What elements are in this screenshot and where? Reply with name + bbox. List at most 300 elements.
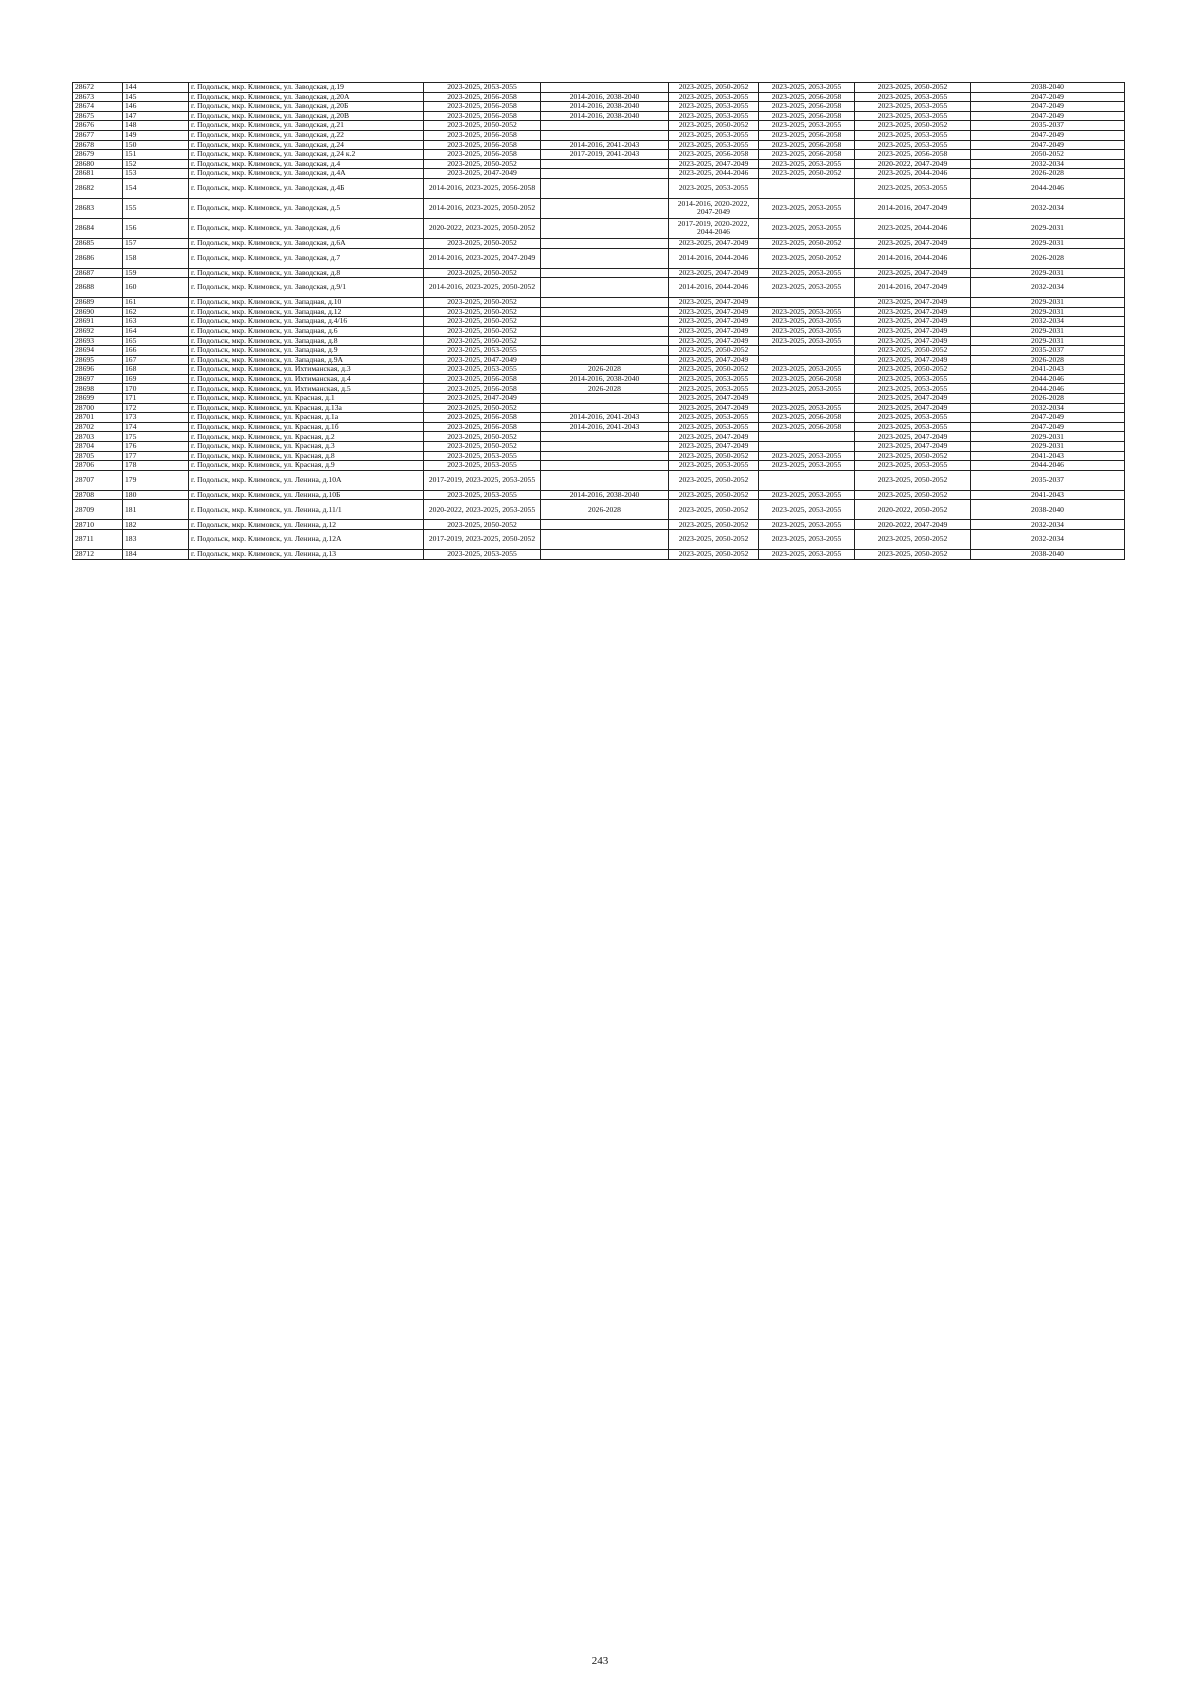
cell-address: г. Подольск, мкр. Климовск, ул. Заводская, д.4 (189, 159, 424, 169)
cell-period-3: 2023-2025, 2047-2049 (669, 238, 759, 248)
cell-period-6: 2047-2049 (971, 92, 1125, 102)
cell-address: г. Подольск, мкр. Климовск, ул. Заводская, д.20А (189, 92, 424, 102)
cell-period-1: 2023-2025, 2050-2052 (424, 238, 541, 248)
cell-address: г. Подольск, мкр. Климовск, ул. Западная, д.10 (189, 298, 424, 308)
cell-period-5: 2023-2025, 2050-2052 (855, 490, 971, 500)
cell-period-2 (541, 169, 669, 179)
cell-period-5: 2023-2025, 2053-2055 (855, 92, 971, 102)
schedule-table (72, 82, 1125, 560)
table-row (73, 268, 1125, 278)
table-row (73, 150, 1125, 160)
cell-number: 172 (123, 403, 189, 413)
cell-address: г. Подольск, мкр. Климовск, ул. Западная, д.6 (189, 326, 424, 336)
cell-period-5: 2023-2025, 2050-2052 (855, 365, 971, 375)
cell-id: 28710 (73, 520, 123, 530)
cell-period-3: 2023-2025, 2050-2052 (669, 346, 759, 356)
table-row (73, 365, 1125, 375)
cell-id: 28711 (73, 530, 123, 550)
cell-id: 28699 (73, 394, 123, 404)
cell-address: г. Подольск, мкр. Климовск, ул. Заводская, д.4Б (189, 178, 424, 198)
cell-address: г. Подольск, мкр. Климовск, ул. Заводская, д.20В (189, 111, 424, 121)
cell-period-6: 2041-2043 (971, 365, 1125, 375)
cell-id: 28677 (73, 130, 123, 140)
cell-period-6: 2029-2031 (971, 442, 1125, 452)
cell-address: г. Подольск, мкр. Климовск, ул. Ленина, д.11/1 (189, 500, 424, 520)
cell-period-3: 2023-2025, 2050-2052 (669, 83, 759, 93)
cell-period-1: 2023-2025, 2050-2052 (424, 298, 541, 308)
cell-period-5: 2023-2025, 2047-2049 (855, 268, 971, 278)
cell-period-6: 2035-2037 (971, 121, 1125, 131)
cell-id: 28676 (73, 121, 123, 131)
cell-period-4 (759, 470, 855, 490)
cell-period-6: 2047-2049 (971, 130, 1125, 140)
cell-period-1: 2023-2025, 2056-2058 (424, 384, 541, 394)
table-row (73, 298, 1125, 308)
table-row (73, 159, 1125, 169)
cell-period-2 (541, 550, 669, 560)
cell-period-1: 2017-2019, 2023-2025, 2053-2055 (424, 470, 541, 490)
cell-period-1: 2023-2025, 2056-2058 (424, 140, 541, 150)
cell-number: 144 (123, 83, 189, 93)
cell-number: 167 (123, 355, 189, 365)
cell-id: 28675 (73, 111, 123, 121)
cell-number: 148 (123, 121, 189, 131)
table-row (73, 461, 1125, 471)
cell-address: г. Подольск, мкр. Климовск, ул. Красная, д.9 (189, 461, 424, 471)
table-row (73, 336, 1125, 346)
cell-address: г. Подольск, мкр. Климовск, ул. Красная, д.1 (189, 394, 424, 404)
cell-period-2 (541, 394, 669, 404)
cell-number: 184 (123, 550, 189, 560)
cell-period-6: 2032-2034 (971, 159, 1125, 169)
cell-period-2 (541, 432, 669, 442)
cell-address: г. Подольск, мкр. Климовск, ул. Западная, д.8 (189, 336, 424, 346)
cell-period-4: 2023-2025, 2056-2058 (759, 413, 855, 423)
cell-period-3: 2017-2019, 2020-2022, 2044-2046 (669, 218, 759, 238)
cell-number: 165 (123, 336, 189, 346)
cell-period-1: 2023-2025, 2056-2058 (424, 102, 541, 112)
cell-id: 28705 (73, 451, 123, 461)
cell-id: 28678 (73, 140, 123, 150)
cell-id: 28700 (73, 403, 123, 413)
cell-period-6: 2029-2031 (971, 336, 1125, 346)
cell-period-4: 2023-2025, 2053-2055 (759, 121, 855, 131)
cell-period-5: 2023-2025, 2053-2055 (855, 384, 971, 394)
cell-number: 150 (123, 140, 189, 150)
cell-period-4 (759, 298, 855, 308)
cell-period-3: 2023-2025, 2053-2055 (669, 374, 759, 384)
cell-id: 28683 (73, 198, 123, 218)
cell-period-2 (541, 268, 669, 278)
cell-number: 179 (123, 470, 189, 490)
cell-period-2 (541, 238, 669, 248)
cell-period-1: 2023-2025, 2050-2052 (424, 326, 541, 336)
cell-period-3: 2023-2025, 2050-2052 (669, 365, 759, 375)
cell-number: 166 (123, 346, 189, 356)
cell-number: 183 (123, 530, 189, 550)
cell-period-3: 2023-2025, 2050-2052 (669, 520, 759, 530)
cell-number: 158 (123, 248, 189, 268)
cell-period-6: 2044-2046 (971, 384, 1125, 394)
table-row (73, 248, 1125, 268)
cell-period-6: 2044-2046 (971, 178, 1125, 198)
cell-period-4: 2023-2025, 2053-2055 (759, 198, 855, 218)
cell-id: 28674 (73, 102, 123, 112)
cell-number: 176 (123, 442, 189, 452)
cell-period-1: 2023-2025, 2056-2058 (424, 422, 541, 432)
cell-period-5: 2023-2025, 2044-2046 (855, 169, 971, 179)
cell-id: 28706 (73, 461, 123, 471)
cell-period-2 (541, 307, 669, 317)
cell-period-5: 2023-2025, 2056-2058 (855, 150, 971, 160)
cell-period-6: 2029-2031 (971, 218, 1125, 238)
cell-period-1: 2023-2025, 2056-2058 (424, 130, 541, 140)
cell-period-2 (541, 442, 669, 452)
cell-period-2 (541, 346, 669, 356)
table-row (73, 278, 1125, 298)
cell-period-1: 2020-2022, 2023-2025, 2053-2055 (424, 500, 541, 520)
cell-address: г. Подольск, мкр. Климовск, ул. Западная, д.9А (189, 355, 424, 365)
cell-number: 178 (123, 461, 189, 471)
cell-period-2 (541, 336, 669, 346)
cell-period-3: 2023-2025, 2053-2055 (669, 178, 759, 198)
cell-period-5: 2023-2025, 2053-2055 (855, 374, 971, 384)
cell-period-2: 2014-2016, 2038-2040 (541, 102, 669, 112)
cell-id: 28707 (73, 470, 123, 490)
cell-number: 180 (123, 490, 189, 500)
cell-id: 28709 (73, 500, 123, 520)
table-row (73, 346, 1125, 356)
cell-number: 145 (123, 92, 189, 102)
cell-period-6: 2029-2031 (971, 307, 1125, 317)
cell-period-6: 2026-2028 (971, 248, 1125, 268)
cell-period-3: 2023-2025, 2053-2055 (669, 102, 759, 112)
cell-period-5: 2023-2025, 2053-2055 (855, 422, 971, 432)
cell-period-5: 2023-2025, 2047-2049 (855, 317, 971, 327)
cell-address: г. Подольск, мкр. Климовск, ул. Красная, д.2 (189, 432, 424, 442)
cell-number: 169 (123, 374, 189, 384)
cell-period-2 (541, 470, 669, 490)
cell-period-5: 2023-2025, 2047-2049 (855, 442, 971, 452)
cell-id: 28679 (73, 150, 123, 160)
cell-address: г. Подольск, мкр. Климовск, ул. Западная, д.9 (189, 346, 424, 356)
cell-number: 170 (123, 384, 189, 394)
cell-id: 28690 (73, 307, 123, 317)
cell-period-1: 2023-2025, 2053-2055 (424, 461, 541, 471)
cell-period-1: 2020-2022, 2023-2025, 2050-2052 (424, 218, 541, 238)
cell-period-1: 2023-2025, 2053-2055 (424, 346, 541, 356)
cell-period-4: 2023-2025, 2050-2052 (759, 248, 855, 268)
cell-period-2: 2014-2016, 2038-2040 (541, 374, 669, 384)
cell-period-1: 2023-2025, 2053-2055 (424, 365, 541, 375)
cell-number: 173 (123, 413, 189, 423)
cell-id: 28708 (73, 490, 123, 500)
cell-period-4 (759, 394, 855, 404)
table-row (73, 432, 1125, 442)
cell-period-2 (541, 298, 669, 308)
cell-period-2 (541, 451, 669, 461)
cell-period-3: 2023-2025, 2047-2049 (669, 336, 759, 346)
cell-period-1: 2023-2025, 2053-2055 (424, 550, 541, 560)
cell-period-6: 2029-2031 (971, 298, 1125, 308)
cell-period-1: 2023-2025, 2047-2049 (424, 355, 541, 365)
cell-period-4: 2023-2025, 2053-2055 (759, 83, 855, 93)
cell-period-5: 2020-2022, 2047-2049 (855, 159, 971, 169)
cell-address: г. Подольск, мкр. Климовск, ул. Ленина, д.10Б (189, 490, 424, 500)
cell-period-5: 2023-2025, 2050-2052 (855, 346, 971, 356)
cell-period-6: 2038-2040 (971, 500, 1125, 520)
cell-period-5: 2023-2025, 2053-2055 (855, 102, 971, 112)
table-row (73, 83, 1125, 93)
cell-period-3: 2023-2025, 2053-2055 (669, 130, 759, 140)
table-row (73, 451, 1125, 461)
cell-number: 182 (123, 520, 189, 530)
table-row (73, 500, 1125, 520)
cell-id: 28703 (73, 432, 123, 442)
cell-number: 147 (123, 111, 189, 121)
page-number: 243 (591, 1655, 609, 1667)
cell-period-3: 2023-2025, 2047-2049 (669, 317, 759, 327)
cell-period-3: 2023-2025, 2050-2052 (669, 470, 759, 490)
cell-number: 161 (123, 298, 189, 308)
cell-period-2 (541, 178, 669, 198)
cell-id: 28673 (73, 92, 123, 102)
cell-period-2: 2026-2028 (541, 500, 669, 520)
cell-period-1: 2023-2025, 2050-2052 (424, 336, 541, 346)
cell-period-1: 2023-2025, 2056-2058 (424, 150, 541, 160)
cell-period-3: 2023-2025, 2053-2055 (669, 422, 759, 432)
cell-id: 28686 (73, 248, 123, 268)
cell-period-6: 2026-2028 (971, 355, 1125, 365)
cell-period-5: 2023-2025, 2053-2055 (855, 111, 971, 121)
cell-period-2 (541, 278, 669, 298)
cell-period-4 (759, 355, 855, 365)
cell-period-4: 2023-2025, 2053-2055 (759, 159, 855, 169)
cell-period-1: 2014-2016, 2023-2025, 2047-2049 (424, 248, 541, 268)
cell-period-5: 2014-2016, 2047-2049 (855, 278, 971, 298)
cell-id: 28687 (73, 268, 123, 278)
cell-period-6: 2044-2046 (971, 461, 1125, 471)
cell-period-5: 2023-2025, 2047-2049 (855, 432, 971, 442)
cell-number: 159 (123, 268, 189, 278)
cell-period-5: 2023-2025, 2047-2049 (855, 403, 971, 413)
cell-period-6: 2029-2031 (971, 268, 1125, 278)
cell-period-1: 2023-2025, 2050-2052 (424, 317, 541, 327)
cell-period-4: 2023-2025, 2053-2055 (759, 365, 855, 375)
table-row (73, 374, 1125, 384)
cell-period-2 (541, 159, 669, 169)
cell-period-5: 2023-2025, 2047-2049 (855, 298, 971, 308)
cell-period-1: 2023-2025, 2050-2052 (424, 432, 541, 442)
cell-period-5: 2023-2025, 2050-2052 (855, 121, 971, 131)
cell-period-2: 2014-2016, 2038-2040 (541, 92, 669, 102)
cell-period-3: 2023-2025, 2053-2055 (669, 461, 759, 471)
cell-period-4: 2023-2025, 2053-2055 (759, 530, 855, 550)
table-row (73, 198, 1125, 218)
cell-period-1: 2023-2025, 2050-2052 (424, 121, 541, 131)
cell-period-2 (541, 326, 669, 336)
cell-address: г. Подольск, мкр. Климовск, ул. Заводская, д.4А (189, 169, 424, 179)
cell-period-4: 2023-2025, 2056-2058 (759, 111, 855, 121)
cell-period-4: 2023-2025, 2050-2052 (759, 169, 855, 179)
cell-period-4: 2023-2025, 2053-2055 (759, 461, 855, 471)
cell-period-2 (541, 317, 669, 327)
cell-period-6: 2050-2052 (971, 150, 1125, 160)
cell-id: 28689 (73, 298, 123, 308)
cell-period-3: 2023-2025, 2050-2052 (669, 550, 759, 560)
cell-period-1: 2023-2025, 2050-2052 (424, 159, 541, 169)
cell-id: 28698 (73, 384, 123, 394)
table-row (73, 218, 1125, 238)
cell-period-4: 2023-2025, 2053-2055 (759, 550, 855, 560)
cell-id: 28704 (73, 442, 123, 452)
table-body (73, 83, 1125, 560)
cell-period-5: 2023-2025, 2053-2055 (855, 140, 971, 150)
cell-period-4: 2023-2025, 2050-2052 (759, 238, 855, 248)
cell-id: 28696 (73, 365, 123, 375)
document-page (72, 82, 1124, 560)
cell-period-3: 2023-2025, 2053-2055 (669, 384, 759, 394)
cell-address: г. Подольск, мкр. Климовск, ул. Ленина, д.13 (189, 550, 424, 560)
cell-period-1: 2023-2025, 2053-2055 (424, 451, 541, 461)
cell-period-6: 2047-2049 (971, 413, 1125, 423)
cell-period-1: 2014-2016, 2023-2025, 2050-2052 (424, 198, 541, 218)
cell-period-4 (759, 442, 855, 452)
cell-address: г. Подольск, мкр. Климовск, ул. Красная, д.13а (189, 403, 424, 413)
table-row (73, 403, 1125, 413)
cell-id: 28694 (73, 346, 123, 356)
cell-period-3: 2023-2025, 2056-2058 (669, 150, 759, 160)
cell-period-3: 2023-2025, 2047-2049 (669, 298, 759, 308)
cell-period-2: 2014-2016, 2041-2043 (541, 140, 669, 150)
cell-period-6: 2026-2028 (971, 394, 1125, 404)
cell-period-6: 2038-2040 (971, 550, 1125, 560)
cell-period-3: 2023-2025, 2044-2046 (669, 169, 759, 179)
cell-id: 28712 (73, 550, 123, 560)
cell-period-3: 2023-2025, 2047-2049 (669, 394, 759, 404)
cell-period-4: 2023-2025, 2056-2058 (759, 140, 855, 150)
cell-number: 156 (123, 218, 189, 238)
cell-period-2 (541, 530, 669, 550)
cell-period-6: 2032-2034 (971, 530, 1125, 550)
cell-period-4: 2023-2025, 2053-2055 (759, 268, 855, 278)
cell-period-3: 2023-2025, 2050-2052 (669, 500, 759, 520)
cell-period-3: 2023-2025, 2053-2055 (669, 140, 759, 150)
cell-period-2 (541, 520, 669, 530)
cell-period-6: 2044-2046 (971, 374, 1125, 384)
table-row (73, 413, 1125, 423)
table-row (73, 442, 1125, 452)
cell-address: г. Подольск, мкр. Климовск, ул. Красная, д.1б (189, 422, 424, 432)
cell-period-4: 2023-2025, 2053-2055 (759, 520, 855, 530)
cell-period-2: 2014-2016, 2041-2043 (541, 413, 669, 423)
cell-period-3: 2023-2025, 2047-2049 (669, 403, 759, 413)
cell-period-5: 2023-2025, 2047-2049 (855, 394, 971, 404)
table-row (73, 530, 1125, 550)
cell-address: г. Подольск, мкр. Климовск, ул. Ихтиманская, д.4 (189, 374, 424, 384)
cell-period-4 (759, 432, 855, 442)
cell-period-5: 2023-2025, 2050-2052 (855, 550, 971, 560)
cell-period-4: 2023-2025, 2056-2058 (759, 150, 855, 160)
cell-id: 28685 (73, 238, 123, 248)
cell-period-1: 2023-2025, 2050-2052 (424, 403, 541, 413)
cell-period-3: 2014-2016, 2044-2046 (669, 248, 759, 268)
cell-address: г. Подольск, мкр. Климовск, ул. Ленина, д.12А (189, 530, 424, 550)
cell-period-2 (541, 121, 669, 131)
cell-address: г. Подольск, мкр. Климовск, ул. Заводская, д.6А (189, 238, 424, 248)
cell-id: 28681 (73, 169, 123, 179)
cell-number: 177 (123, 451, 189, 461)
table-row (73, 394, 1125, 404)
cell-period-2 (541, 403, 669, 413)
cell-address: г. Подольск, мкр. Климовск, ул. Ленина, д.12 (189, 520, 424, 530)
cell-period-6: 2038-2040 (971, 83, 1125, 93)
cell-period-2: 2017-2019, 2041-2043 (541, 150, 669, 160)
cell-period-6: 2026-2028 (971, 169, 1125, 179)
cell-period-5: 2023-2025, 2044-2046 (855, 218, 971, 238)
cell-address: г. Подольск, мкр. Климовск, ул. Заводская, д.7 (189, 248, 424, 268)
cell-id: 28701 (73, 413, 123, 423)
cell-number: 174 (123, 422, 189, 432)
cell-period-1: 2023-2025, 2047-2049 (424, 394, 541, 404)
cell-number: 153 (123, 169, 189, 179)
cell-period-1: 2014-2016, 2023-2025, 2056-2058 (424, 178, 541, 198)
cell-period-5: 2023-2025, 2053-2055 (855, 413, 971, 423)
cell-period-4: 2023-2025, 2053-2055 (759, 307, 855, 317)
cell-period-4: 2023-2025, 2056-2058 (759, 374, 855, 384)
cell-period-6: 2047-2049 (971, 102, 1125, 112)
cell-id: 28697 (73, 374, 123, 384)
cell-period-1: 2023-2025, 2053-2055 (424, 490, 541, 500)
cell-id: 28695 (73, 355, 123, 365)
cell-period-6: 2029-2031 (971, 326, 1125, 336)
cell-number: 171 (123, 394, 189, 404)
table-row (73, 355, 1125, 365)
cell-period-3: 2023-2025, 2047-2049 (669, 432, 759, 442)
cell-id: 28702 (73, 422, 123, 432)
cell-number: 151 (123, 150, 189, 160)
cell-address: г. Подольск, мкр. Климовск, ул. Западная, д.4/16 (189, 317, 424, 327)
cell-period-5: 2023-2025, 2047-2049 (855, 307, 971, 317)
cell-address: г. Подольск, мкр. Климовск, ул. Заводская, д.9/1 (189, 278, 424, 298)
cell-period-5: 2014-2016, 2047-2049 (855, 198, 971, 218)
cell-period-1: 2023-2025, 2050-2052 (424, 520, 541, 530)
cell-period-4: 2023-2025, 2053-2055 (759, 278, 855, 298)
cell-id: 28684 (73, 218, 123, 238)
cell-period-4: 2023-2025, 2053-2055 (759, 336, 855, 346)
cell-period-6: 2035-2037 (971, 470, 1125, 490)
cell-period-5: 2023-2025, 2050-2052 (855, 470, 971, 490)
cell-number: 175 (123, 432, 189, 442)
cell-period-4: 2023-2025, 2053-2055 (759, 500, 855, 520)
cell-period-4: 2023-2025, 2053-2055 (759, 403, 855, 413)
cell-period-6: 2047-2049 (971, 140, 1125, 150)
cell-id: 28672 (73, 83, 123, 93)
cell-period-6: 2032-2034 (971, 278, 1125, 298)
table-row (73, 317, 1125, 327)
cell-period-4: 2023-2025, 2053-2055 (759, 384, 855, 394)
cell-period-3: 2023-2025, 2053-2055 (669, 111, 759, 121)
cell-address: г. Подольск, мкр. Климовск, ул. Заводская, д.5 (189, 198, 424, 218)
cell-period-2: 2014-2016, 2038-2040 (541, 111, 669, 121)
table-row (73, 169, 1125, 179)
cell-period-4: 2023-2025, 2053-2055 (759, 326, 855, 336)
cell-number: 154 (123, 178, 189, 198)
cell-period-1: 2023-2025, 2053-2055 (424, 83, 541, 93)
cell-period-3: 2023-2025, 2047-2049 (669, 442, 759, 452)
cell-address: г. Подольск, мкр. Климовск, ул. Заводская, д.19 (189, 83, 424, 93)
cell-period-3: 2023-2025, 2047-2049 (669, 355, 759, 365)
